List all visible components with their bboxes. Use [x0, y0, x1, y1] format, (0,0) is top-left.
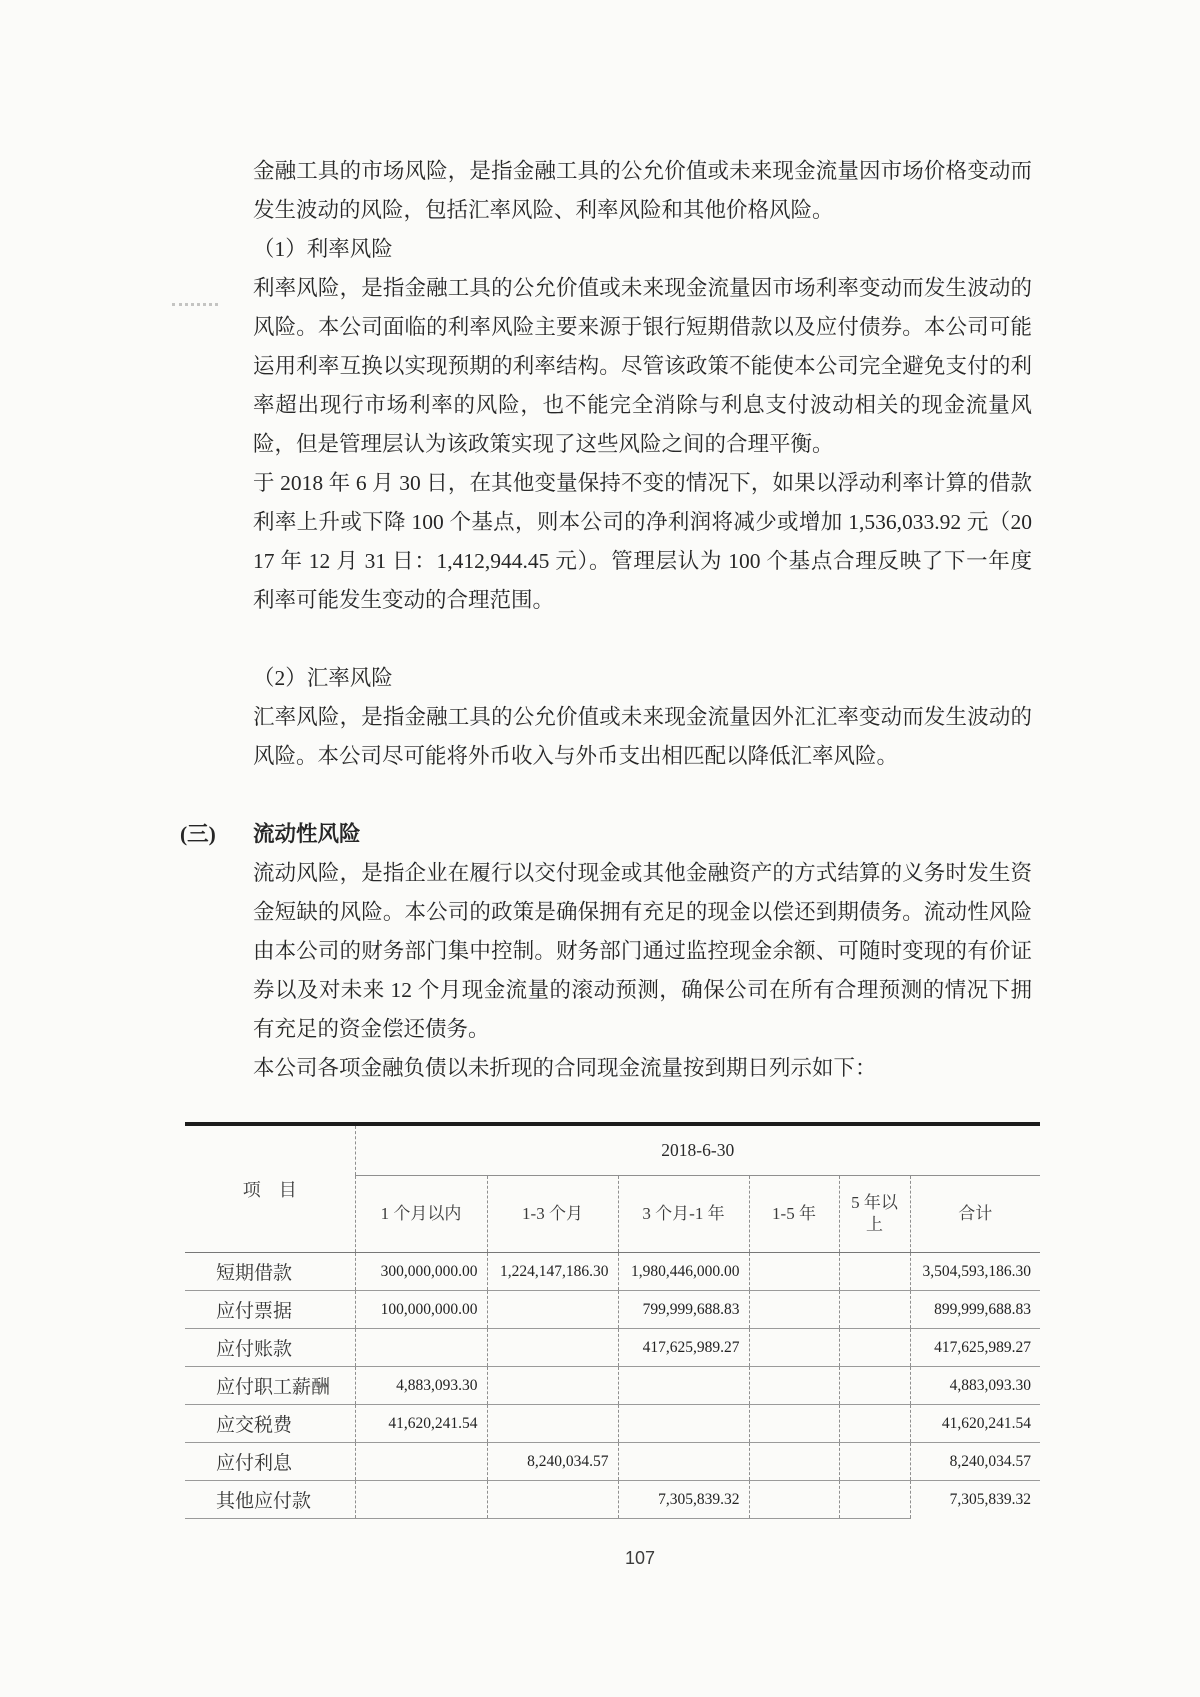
cell-value — [355, 1443, 487, 1481]
cell-value — [487, 1291, 618, 1329]
table-row-interest-payable — [185, 1443, 1040, 1481]
table-row-notes-payable — [185, 1291, 1040, 1329]
page-number: 107 — [624, 1548, 656, 1568]
cell-value — [487, 1367, 618, 1405]
row-label: 应交税费 — [185, 1405, 355, 1443]
section-heading-liquidity-risk — [180, 815, 1032, 854]
cell-value: 4,883,093.30 — [355, 1367, 487, 1405]
cell-value: 8,240,034.57 — [487, 1443, 618, 1481]
cell-value — [749, 1329, 839, 1367]
table-header-date-row — [185, 1124, 1040, 1176]
cell-value: 8,240,034.57 — [910, 1443, 1040, 1481]
table-row-taxes-payable — [185, 1405, 1040, 1443]
cell-value: 1,224,147,186.30 — [487, 1253, 618, 1291]
cell-value: 3,504,593,186.30 — [910, 1253, 1040, 1291]
column-header-1-5y: 1-5 年 — [749, 1176, 839, 1253]
row-label: 短期借款 — [185, 1253, 355, 1291]
cell-value: 7,305,839.32 — [618, 1481, 749, 1519]
cell-value: 7,305,839.32 — [910, 1481, 1040, 1519]
table-header-date: 2018-6-30 — [355, 1124, 1040, 1176]
row-label: 其他应付款 — [185, 1481, 355, 1519]
cell-value — [749, 1481, 839, 1519]
table-row-accounts-payable — [185, 1329, 1040, 1367]
column-header-1m: 1 个月以内 — [355, 1176, 487, 1253]
paragraph-exchange-rate: 汇率风险，是指金融工具的公允价值或未来现金流量因外汇汇率变动而发生波动的风险。本公司尽可能将外币收入与外币支出相匹配以降低汇率风险。 — [253, 705, 1032, 768]
cell-value: 417,625,989.27 — [910, 1329, 1040, 1367]
row-label: 应付职工薪酬 — [185, 1367, 355, 1405]
scan-artifact-mark — [172, 303, 218, 306]
cell-value: 41,620,241.54 — [910, 1405, 1040, 1443]
cell-value: 1,980,446,000.00 — [618, 1253, 749, 1291]
cell-value — [839, 1291, 910, 1329]
cell-value — [487, 1329, 618, 1367]
table-row-other-payables — [185, 1481, 1040, 1519]
table-row-employee-benefits-payable — [185, 1367, 1040, 1405]
cell-value: 417,625,989.27 — [618, 1329, 749, 1367]
cell-value — [749, 1405, 839, 1443]
row-label: 应付票据 — [185, 1291, 355, 1329]
row-label: 应付利息 — [185, 1443, 355, 1481]
paragraph-market-risk: 金融工具的市场风险，是指金融工具的公允价值或未来现金流量因市场价格变动而发生波动的风险，包括汇率风险、利率风险和其他价格风险。 — [253, 159, 1032, 222]
heading-exchange-rate-risk: （2）汇率风险 — [253, 666, 393, 690]
paragraph-liquidity: 流动风险，是指企业在履行以交付现金或其他金融资产的方式结算的义务时发生资金短缺的风险。本公司的政策是确保拥有充足的现金以偿还到期债务。流动性风险由本公司的财务部门集中控制。财务部门通过监控现金余额、可随时变现的有价证券以及对未来 12 个月现金流量的滚动预测，确保公司在所有合理预测的情况下拥有充足的资金偿还债务。 — [253, 861, 1032, 1041]
table-header-item: 项 目 — [185, 1124, 355, 1253]
cell-value — [839, 1329, 910, 1367]
column-header-5y-plus: 5 年以上 — [839, 1176, 910, 1253]
cell-value — [618, 1443, 749, 1481]
cell-value — [487, 1481, 618, 1519]
cell-value — [839, 1253, 910, 1291]
cell-value — [749, 1291, 839, 1329]
paragraph-interest-rate-2: 于 2018 年 6 月 30 日，在其他变量保持不变的情况下，如果以浮动利率计算的借款利率上升或下降 100 个基点，则本公司的净利润将减少或增加 1,536,033.92 元（2017 年 12 月 31 日：1,412,944.45 元）。管理层认为 100 个基点合理反映了下一年度利率可能发生变动的合理范围。 — [253, 471, 1032, 612]
cell-value — [618, 1367, 749, 1405]
maturity-table — [185, 1122, 1040, 1519]
cell-value: 899,999,688.83 — [910, 1291, 1040, 1329]
column-header-total: 合计 — [910, 1176, 1040, 1253]
cell-value — [355, 1329, 487, 1367]
cell-value: 100,000,000.00 — [355, 1291, 487, 1329]
table-row-short-term-borrowings — [185, 1253, 1040, 1291]
cell-value — [749, 1253, 839, 1291]
cell-value — [618, 1405, 749, 1443]
column-header-1-3m: 1-3 个月 — [487, 1176, 618, 1253]
cell-value — [355, 1481, 487, 1519]
cell-value — [749, 1367, 839, 1405]
table-intro-line: 本公司各项金融负债以未折现的合同现金流量按到期日列示如下： — [253, 1056, 877, 1080]
cell-value — [749, 1443, 839, 1481]
heading-interest-rate-risk: （1）利率风险 — [253, 237, 393, 261]
cell-value: 799,999,688.83 — [618, 1291, 749, 1329]
paragraph-interest-rate-1: 利率风险，是指金融工具的公允价值或未来现金流量因市场利率变动而发生波动的风险。本公司面临的利率风险主要来源于银行短期借款以及应付债券。本公司可能运用利率互换以实现预期的利率结构。尽管该政策不能使本公司完全避免支付的利率超出现行市场利率的风险，也不能完全消除与利息支付波动相关的现金流量风险，但是管理层认为该政策实现了这些风险之间的合理平衡。 — [253, 276, 1032, 456]
cell-value — [839, 1481, 910, 1519]
cell-value: 41,620,241.54 — [355, 1405, 487, 1443]
cell-value — [839, 1443, 910, 1481]
section-title: 流动性风险 — [253, 822, 361, 846]
column-header-3m-1y: 3 个月-1 年 — [618, 1176, 749, 1253]
row-label: 应付账款 — [185, 1329, 355, 1367]
cell-value: 300,000,000.00 — [355, 1253, 487, 1291]
section-marker: (三) — [180, 822, 216, 846]
body-text — [180, 152, 1032, 1088]
cell-value — [839, 1367, 910, 1405]
cell-value — [839, 1405, 910, 1443]
cell-value: 4,883,093.30 — [910, 1367, 1040, 1405]
cell-value — [487, 1405, 618, 1443]
